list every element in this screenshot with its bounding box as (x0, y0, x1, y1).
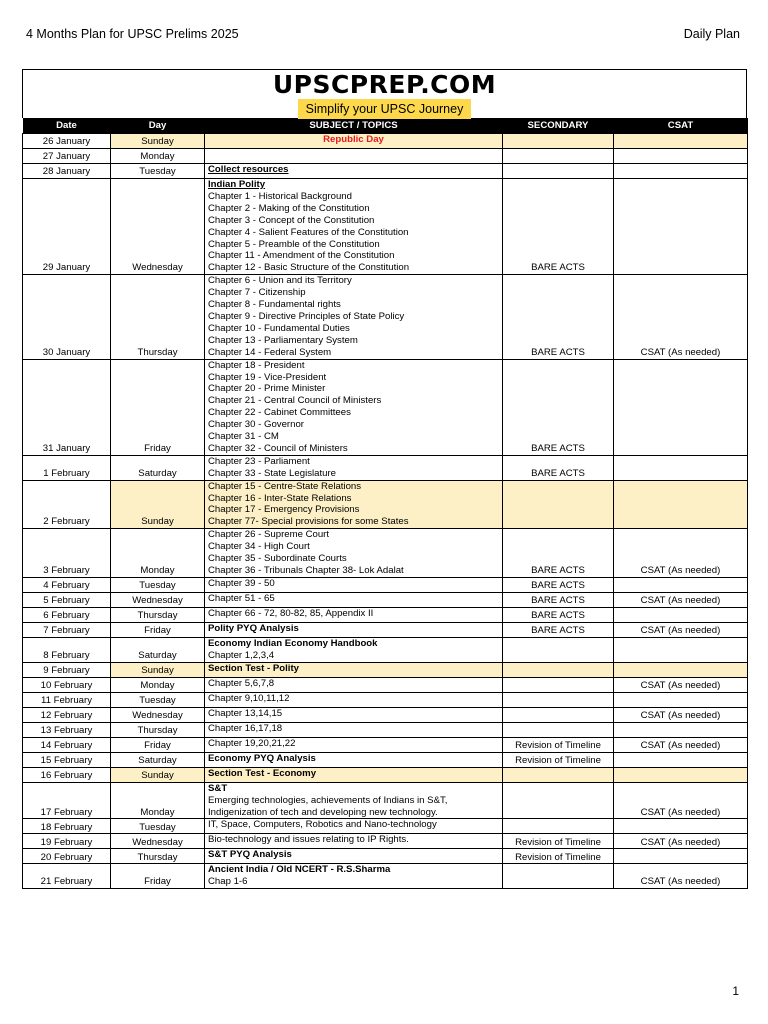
row-date: 18 February (23, 819, 111, 834)
row-day: Thursday (111, 722, 205, 737)
row-csat (614, 134, 748, 149)
col-header-date: Date (23, 118, 111, 134)
topic-line: Chapter 35 - Subordinate Courts (208, 553, 347, 565)
row-date: 19 February (23, 834, 111, 849)
topic-line: Chapter 19 - Vice-President (208, 371, 327, 383)
row-day: Wednesday (111, 179, 205, 275)
plan-table-body (23, 134, 748, 889)
row-topics (205, 179, 503, 275)
row-date: 10 February (23, 677, 111, 692)
row-day: Tuesday (111, 577, 205, 592)
topic-line: Chapter 11 - Amendment of the Constitution (208, 250, 395, 262)
row-date: 21 February (23, 864, 111, 889)
topic-line: Chapter 31 - CM (208, 431, 279, 443)
topic-line: Chapter 18 - President (208, 359, 305, 371)
row-date: 14 February (23, 737, 111, 752)
row-day: Sunday (111, 480, 205, 529)
row-topics (205, 577, 503, 592)
row-date: 31 January (23, 359, 111, 455)
topic-line: Chapter 23 - Parliament (208, 455, 310, 467)
topic-line: Indian Polity (208, 179, 266, 190)
table-row (23, 722, 748, 737)
row-csat (614, 480, 748, 529)
row-csat: CSAT (As needed) (614, 707, 748, 722)
topic-line: Section Test - Polity (208, 662, 299, 674)
row-csat: CSAT (As needed) (614, 737, 748, 752)
topic-line: Indigenization of tech and developing new technology. (208, 806, 438, 818)
topic-line: Collect resources (208, 164, 289, 175)
topic-line: Chapter 3 - Concept of the Constitution (208, 214, 375, 226)
plan-table (22, 118, 748, 889)
row-secondary (503, 819, 614, 834)
row-secondary (503, 707, 614, 722)
table-row (23, 592, 748, 607)
row-topics (205, 677, 503, 692)
row-day: Monday (111, 677, 205, 692)
row-secondary (503, 164, 614, 179)
row-date: 26 January (23, 134, 111, 149)
table-row (23, 164, 748, 179)
row-date: 9 February (23, 662, 111, 677)
row-day: Friday (111, 622, 205, 637)
topic-line: Chapter 13,14,15 (208, 707, 283, 719)
row-day: Monday (111, 529, 205, 578)
row-date: 20 February (23, 849, 111, 864)
topic-line: Chapter 12 - Basic Structure of the Constitution (208, 262, 410, 274)
row-secondary: BARE ACTS (503, 455, 614, 480)
topic-line: Chapter 39 - 50 (208, 577, 275, 589)
row-csat (614, 455, 748, 480)
row-csat: CSAT (As needed) (614, 622, 748, 637)
topic-line: Chapter 2 - Making of the Constitution (208, 202, 370, 214)
topic-line: Chapter 1,2,3,4 (208, 649, 275, 661)
row-topics (205, 134, 503, 149)
topic-line: Chapter 20 - Prime Minister (208, 383, 326, 395)
row-topics (205, 767, 503, 782)
row-topics (205, 722, 503, 737)
row-csat (614, 577, 748, 592)
topic-line: Chapter 21 - Central Council of Ministers (208, 395, 382, 407)
topic-line: Chapter 13 - Parliamentary System (208, 334, 358, 346)
row-csat: CSAT (As needed) (614, 834, 748, 849)
brand-logo-text: UPSCPREP.COM (272, 70, 497, 99)
row-day: Thursday (111, 607, 205, 622)
table-row (23, 622, 748, 637)
row-topics (205, 737, 503, 752)
col-header-day: Day (111, 118, 205, 134)
table-row (23, 529, 748, 578)
topic-line: Emerging technologies, achievements of Indians in S&T, (208, 794, 448, 806)
topic-line: Chapter 4 - Salient Features of the Constitution (208, 226, 409, 238)
topic-line: Chapter 22 - Cabinet Committees (208, 407, 351, 419)
topic-line: Chapter 14 - Federal System (208, 346, 332, 358)
row-csat (614, 637, 748, 662)
row-secondary: BARE ACTS (503, 529, 614, 578)
topic-line: Chapter 15 - Centre-State Relations (208, 480, 362, 492)
row-day: Sunday (111, 767, 205, 782)
row-secondary (503, 692, 614, 707)
row-date: 29 January (23, 179, 111, 275)
topic-line: Chapter 17 - Emergency Provisions (208, 504, 360, 516)
row-date: 13 February (23, 722, 111, 737)
topic-line: Chapter 9 - Directive Principles of State Policy (208, 310, 405, 322)
topic-line: Chapter 5,6,7,8 (208, 677, 275, 689)
table-row (23, 275, 748, 359)
topic-line: Chapter 16,17,18 (208, 722, 283, 734)
table-row (23, 849, 748, 864)
row-csat (614, 149, 748, 164)
brand-banner (22, 69, 747, 118)
plan-type-label: Daily Plan (683, 27, 740, 41)
table-row (23, 707, 748, 722)
row-day: Wednesday (111, 592, 205, 607)
row-csat (614, 849, 748, 864)
row-topics (205, 782, 503, 819)
topic-line: Chapter 77- Special provisions for some States (208, 516, 409, 528)
row-secondary (503, 677, 614, 692)
row-secondary (503, 864, 614, 889)
topic-line: Section Test - Economy (208, 767, 317, 779)
row-secondary (503, 637, 614, 662)
table-row (23, 677, 748, 692)
topic-line: Economy Indian Economy Handbook (208, 637, 378, 649)
row-date: 2 February (23, 480, 111, 529)
row-csat (614, 179, 748, 275)
row-csat: CSAT (As needed) (614, 529, 748, 578)
row-topics (205, 592, 503, 607)
row-secondary: BARE ACTS (503, 179, 614, 275)
row-secondary (503, 480, 614, 529)
row-day: Wednesday (111, 707, 205, 722)
row-csat (614, 819, 748, 834)
row-date: 3 February (23, 529, 111, 578)
row-topics (205, 707, 503, 722)
table-row (23, 149, 748, 164)
row-csat: CSAT (As needed) (614, 275, 748, 359)
table-row (23, 359, 748, 455)
row-secondary: Revision of Timeline (503, 737, 614, 752)
row-secondary (503, 662, 614, 677)
row-csat: CSAT (As needed) (614, 864, 748, 889)
row-topics (205, 637, 503, 662)
row-csat: CSAT (As needed) (614, 677, 748, 692)
row-day: Saturday (111, 455, 205, 480)
topic-line: IT, Space, Computers, Robotics and Nano-technology (208, 819, 437, 831)
row-csat (614, 164, 748, 179)
row-secondary: Revision of Timeline (503, 849, 614, 864)
row-date: 16 February (23, 767, 111, 782)
row-day: Tuesday (111, 819, 205, 834)
table-row (23, 864, 748, 889)
row-day: Friday (111, 737, 205, 752)
topic-line: Chap 1-6 (208, 876, 248, 888)
topic-line: Chapter 1 - Historical Background (208, 190, 352, 202)
table-row (23, 692, 748, 707)
table-row (23, 819, 748, 834)
row-date: 5 February (23, 592, 111, 607)
row-csat: CSAT (As needed) (614, 782, 748, 819)
row-secondary (503, 767, 614, 782)
row-topics (205, 607, 503, 622)
row-csat (614, 767, 748, 782)
topic-line: Chapter 66 - 72, 80-82, 85, Appendix II (208, 607, 374, 619)
topic-line: Chapter 16 - Inter-State Relations (208, 492, 352, 504)
row-day: Sunday (111, 134, 205, 149)
row-day: Saturday (111, 752, 205, 767)
row-csat (614, 722, 748, 737)
topic-line: S&T PYQ Analysis (208, 849, 292, 861)
topic-line: Chapter 30 - Governor (208, 419, 304, 431)
col-header-csat: CSAT (614, 118, 748, 134)
table-row (23, 834, 748, 849)
topic-line: Chapter 34 - High Court (208, 541, 310, 553)
row-secondary (503, 149, 614, 164)
table-row (23, 637, 748, 662)
row-csat (614, 692, 748, 707)
table-row (23, 179, 748, 275)
topic-line: Bio-technology and issues relating to IP Rights. (208, 834, 409, 846)
row-topics (205, 752, 503, 767)
row-secondary: BARE ACTS (503, 359, 614, 455)
table-row (23, 752, 748, 767)
table-row (23, 767, 748, 782)
row-csat (614, 607, 748, 622)
row-date: 11 February (23, 692, 111, 707)
row-topics (205, 529, 503, 578)
row-csat (614, 662, 748, 677)
topic-line: Chapter 5 - Preamble of the Constitution (208, 238, 380, 250)
row-day: Monday (111, 782, 205, 819)
row-secondary: Revision of Timeline (503, 752, 614, 767)
row-date: 30 January (23, 275, 111, 359)
topic-line: Chapter 33 - State Legislature (208, 467, 336, 479)
row-day: Wednesday (111, 834, 205, 849)
table-row (23, 737, 748, 752)
topic-line: Chapter 26 - Supreme Court (208, 529, 330, 541)
row-topics (205, 864, 503, 889)
topic-line: S&T (208, 782, 228, 794)
col-header-topics: SUBJECT / TOPICS (205, 118, 503, 134)
table-row (23, 607, 748, 622)
row-secondary: BARE ACTS (503, 607, 614, 622)
row-secondary (503, 722, 614, 737)
study-plan-sheet (22, 69, 747, 889)
topic-line: Ancient India / Old NCERT - R.S.Sharma (208, 864, 391, 876)
topic-line: Chapter 32 - Council of Ministers (208, 442, 348, 454)
topic-line: Polity PYQ Analysis (208, 622, 299, 634)
row-secondary: BARE ACTS (503, 275, 614, 359)
row-secondary: BARE ACTS (503, 592, 614, 607)
row-topics (205, 149, 503, 164)
row-topics (205, 834, 503, 849)
table-row (23, 662, 748, 677)
topic-line: Chapter 51 - 65 (208, 592, 275, 604)
brand-tagline: Simplify your UPSC Journey (298, 99, 472, 119)
topic-line: Economy PYQ Analysis (208, 752, 316, 764)
row-date: 15 February (23, 752, 111, 767)
row-topics (205, 819, 503, 834)
row-topics (205, 275, 503, 359)
topic-line: Chapter 10 - Fundamental Duties (208, 322, 350, 334)
topic-line: Chapter 6 - Union and its Territory (208, 275, 352, 287)
table-row (23, 480, 748, 529)
table-row (23, 455, 748, 480)
row-secondary: Revision of Timeline (503, 834, 614, 849)
col-header-secondary: SECONDARY (503, 118, 614, 134)
row-day: Monday (111, 149, 205, 164)
row-day: Thursday (111, 849, 205, 864)
topic-line: Chapter 8 - Fundamental rights (208, 299, 341, 311)
row-secondary (503, 782, 614, 819)
row-date: 1 February (23, 455, 111, 480)
row-secondary (503, 134, 614, 149)
row-date: 17 February (23, 782, 111, 819)
row-date: 4 February (23, 577, 111, 592)
topic-line: Chapter 36 - Tribunals Chapter 38- Lok Adalat (208, 565, 404, 576)
topic-line: Chapter 9,10,11,12 (208, 692, 290, 704)
row-topics (205, 849, 503, 864)
row-csat (614, 359, 748, 455)
topic-line: Chapter 19,20,21,22 (208, 737, 296, 749)
page-number: 1 (732, 984, 739, 998)
row-day: Tuesday (111, 164, 205, 179)
row-date: 7 February (23, 622, 111, 637)
table-header-row (23, 118, 748, 134)
row-topics (205, 480, 503, 529)
row-date: 27 January (23, 149, 111, 164)
row-date: 6 February (23, 607, 111, 622)
row-day: Tuesday (111, 692, 205, 707)
row-day: Sunday (111, 662, 205, 677)
topic-line: Chapter 7 - Citizenship (208, 287, 306, 299)
row-topics (205, 359, 503, 455)
row-date: 12 February (23, 707, 111, 722)
row-day: Friday (111, 359, 205, 455)
row-csat: CSAT (As needed) (614, 592, 748, 607)
row-topics (205, 164, 503, 179)
row-secondary: BARE ACTS (503, 622, 614, 637)
row-secondary: BARE ACTS (503, 577, 614, 592)
row-day: Saturday (111, 637, 205, 662)
table-row (23, 782, 748, 819)
row-topics (205, 622, 503, 637)
table-row (23, 134, 748, 149)
table-row (23, 577, 748, 592)
row-topics (205, 692, 503, 707)
row-day: Thursday (111, 275, 205, 359)
row-topics (205, 455, 503, 480)
document-title: 4 Months Plan for UPSC Prelims 2025 (26, 27, 239, 41)
row-date: 28 January (23, 164, 111, 179)
row-csat (614, 752, 748, 767)
topic-line: Republic Day (323, 134, 384, 145)
row-date: 8 February (23, 637, 111, 662)
row-day: Friday (111, 864, 205, 889)
row-topics (205, 662, 503, 677)
